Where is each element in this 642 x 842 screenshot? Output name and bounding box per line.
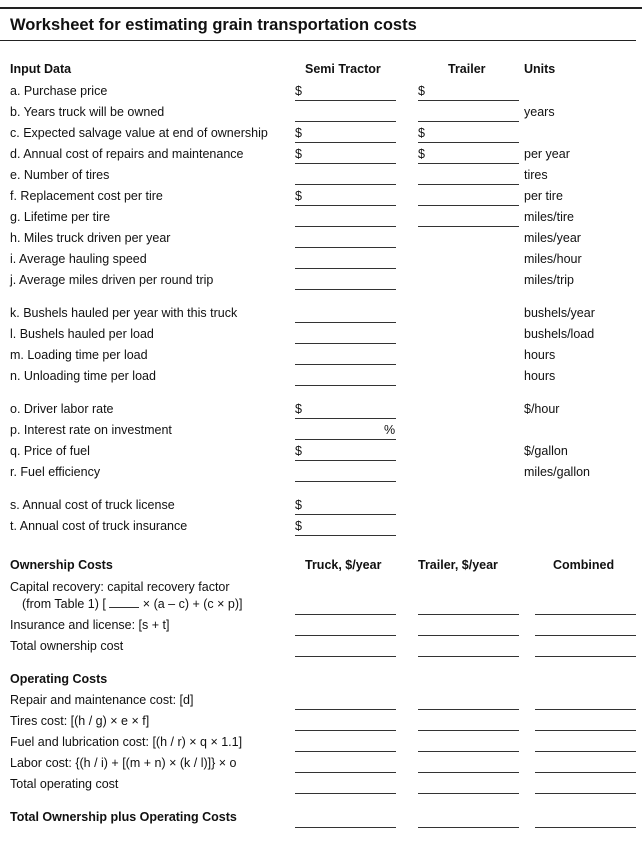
- unit-j: miles/trip: [524, 273, 575, 287]
- input-label-m: m. Loading time per load: [10, 348, 148, 362]
- input-label-a: a. Purchase price: [10, 84, 108, 98]
- unit-n: hours: [524, 369, 556, 383]
- insurance-license-truck-field[interactable]: [295, 635, 396, 636]
- capital-recovery-truck-field[interactable]: [295, 614, 396, 615]
- input-label-r: r. Fuel efficiency: [10, 465, 101, 479]
- labor-cost-truck-field[interactable]: [295, 772, 396, 773]
- total-ownership-label: Total ownership cost: [10, 639, 124, 653]
- dollar-sign: $: [295, 498, 302, 512]
- dollar-sign: $: [418, 126, 425, 140]
- input-label-q: q. Price of fuel: [10, 444, 90, 458]
- input-field-e-truck[interactable]: [295, 184, 396, 185]
- dollar-sign: $: [295, 84, 302, 98]
- tires-cost-label: Tires cost: [(h / g) × e × f]: [10, 714, 150, 728]
- input-field-d-trailer[interactable]: [418, 163, 519, 164]
- input-field-a-truck[interactable]: [295, 100, 396, 101]
- capital-recovery-trailer-field[interactable]: [418, 614, 519, 615]
- input-label-c: c. Expected salvage value at end of ownership: [10, 126, 268, 140]
- labor-cost-trailer-field[interactable]: [418, 772, 519, 773]
- input-field-q-truck[interactable]: [295, 460, 396, 461]
- total-operating-label: Total operating cost: [10, 777, 119, 791]
- total-ownership-trailer-field[interactable]: [418, 656, 519, 657]
- grand-total-truck-field[interactable]: [295, 827, 396, 828]
- total-operating-truck-field[interactable]: [295, 793, 396, 794]
- unit-r: miles/gallon: [524, 465, 591, 479]
- fuel-cost-trailer-field[interactable]: [418, 751, 519, 752]
- capital-recovery-label: Capital recovery: capital recovery factor: [10, 580, 230, 594]
- input-field-a-trailer[interactable]: [418, 100, 519, 101]
- input-field-h-truck[interactable]: [295, 247, 396, 248]
- unit-o: $/hour: [524, 402, 560, 416]
- fuel-cost-truck-field[interactable]: [295, 751, 396, 752]
- input-field-r-truck[interactable]: [295, 481, 396, 482]
- capital-recovery-formula: [22, 597, 243, 611]
- input-label-p: p. Interest rate on investment: [10, 423, 172, 437]
- dollar-sign: $: [418, 84, 425, 98]
- repair-cost-trailer-field[interactable]: [418, 709, 519, 710]
- input-label-h: h. Miles truck driven per year: [10, 231, 171, 245]
- dollar-sign: $: [295, 519, 302, 533]
- input-field-k-truck[interactable]: [295, 322, 396, 323]
- input-label-e: e. Number of tires: [10, 168, 110, 182]
- capital-recovery-factor-blank[interactable]: [109, 597, 139, 608]
- unit-k: bushels/year: [524, 306, 595, 320]
- ownership-costs-heading: Ownership Costs: [10, 558, 113, 572]
- repair-cost-truck-field[interactable]: [295, 709, 396, 710]
- capital-recovery-combined-field[interactable]: [535, 614, 636, 615]
- insurance-license-trailer-field[interactable]: [418, 635, 519, 636]
- input-field-n-truck[interactable]: [295, 385, 396, 386]
- input-label-s: s. Annual cost of truck license: [10, 498, 175, 512]
- input-field-g-trailer[interactable]: [418, 226, 519, 227]
- input-field-j-truck[interactable]: [295, 289, 396, 290]
- input-label-d: d. Annual cost of repairs and maintenance: [10, 147, 244, 161]
- dollar-sign: $: [295, 126, 302, 140]
- input-label-k: k. Bushels hauled per year with this truck: [10, 306, 238, 320]
- total-operating-trailer-field[interactable]: [418, 793, 519, 794]
- unit-i: miles/hour: [524, 252, 582, 266]
- input-label-i: i. Average hauling speed: [10, 252, 147, 266]
- input-field-e-trailer[interactable]: [418, 184, 519, 185]
- col-header-semi-tractor: Semi Tractor: [305, 62, 381, 76]
- unit-h: miles/year: [524, 231, 581, 245]
- total-ownership-truck-field[interactable]: [295, 656, 396, 657]
- col-header-truck-per-year: Truck, $/year: [305, 558, 382, 572]
- input-field-m-truck[interactable]: [295, 364, 396, 365]
- page-title: Worksheet for estimating grain transportation costs: [10, 16, 417, 34]
- fuel-cost-label: Fuel and lubrication cost: [(h / r) × q × 1.1]: [10, 735, 243, 749]
- col-header-units: Units: [524, 62, 556, 76]
- unit-e: tires: [524, 168, 548, 182]
- grand-total-combined-field[interactable]: [535, 827, 636, 828]
- dollar-sign: $: [418, 147, 425, 161]
- input-label-b: b. Years truck will be owned: [10, 105, 165, 119]
- unit-f: per tire: [524, 189, 563, 203]
- unit-d: per year: [524, 147, 570, 161]
- input-data-heading: Input Data: [10, 62, 72, 76]
- input-label-g: g. Lifetime per tire: [10, 210, 111, 224]
- input-label-n: n. Unloading time per load: [10, 369, 156, 383]
- capital-recovery-formula-start: (from Table 1) [: [22, 597, 106, 611]
- col-header-trailer: Trailer: [448, 62, 486, 76]
- input-label-f: f. Replacement cost per tire: [10, 189, 163, 203]
- insurance-license-combined-field[interactable]: [535, 635, 636, 636]
- total-ownership-combined-field[interactable]: [535, 656, 636, 657]
- col-header-combined: Combined: [553, 558, 615, 572]
- tires-cost-truck-field[interactable]: [295, 730, 396, 731]
- input-field-b-trailer[interactable]: [418, 121, 519, 122]
- input-field-g-truck[interactable]: [295, 226, 396, 227]
- input-field-l-truck[interactable]: [295, 343, 396, 344]
- input-field-c-truck[interactable]: [295, 142, 396, 143]
- top-rule: [0, 7, 642, 9]
- fuel-cost-combined-field[interactable]: [535, 751, 636, 752]
- col-header-trailer-per-year: Trailer, $/year: [418, 558, 498, 572]
- input-field-b-truck[interactable]: [295, 121, 396, 122]
- input-label-j: j. Average miles driven per round trip: [10, 273, 214, 287]
- tires-cost-combined-field[interactable]: [535, 730, 636, 731]
- input-field-s-truck[interactable]: [295, 514, 396, 515]
- dollar-sign: $: [295, 147, 302, 161]
- grand-total-trailer-field[interactable]: [418, 827, 519, 828]
- repair-cost-combined-field[interactable]: [535, 709, 636, 710]
- total-operating-combined-field[interactable]: [535, 793, 636, 794]
- unit-q: $/gallon: [524, 444, 568, 458]
- operating-costs-heading: Operating Costs: [10, 672, 108, 686]
- percent-sign: %: [384, 423, 396, 437]
- tires-cost-trailer-field[interactable]: [418, 730, 519, 731]
- input-field-f-truck[interactable]: [295, 205, 396, 206]
- unit-l: bushels/load: [524, 327, 595, 341]
- input-field-i-truck[interactable]: [295, 268, 396, 269]
- input-field-c-trailer[interactable]: [418, 142, 519, 143]
- dollar-sign: $: [295, 402, 302, 416]
- capital-recovery-formula-end: × (a – c) + (c × p)]: [142, 597, 243, 611]
- input-field-t-truck[interactable]: [295, 535, 396, 536]
- labor-cost-combined-field[interactable]: [535, 772, 636, 773]
- grand-total-label: Total Ownership plus Operating Costs: [10, 810, 237, 824]
- input-label-l: l. Bushels hauled per load: [10, 327, 154, 341]
- labor-cost-label: Labor cost: {(h / i) + [(m + n) × (k / l)]} × o: [10, 756, 237, 770]
- input-field-d-truck[interactable]: [295, 163, 396, 164]
- dollar-sign: $: [295, 444, 302, 458]
- input-field-o-truck[interactable]: [295, 418, 396, 419]
- input-field-p-truck[interactable]: [295, 439, 396, 440]
- unit-b: years: [524, 105, 555, 119]
- input-field-f-trailer[interactable]: [418, 205, 519, 206]
- insurance-license-label: Insurance and license: [s + t]: [10, 618, 170, 632]
- unit-m: hours: [524, 348, 556, 362]
- input-label-t: t. Annual cost of truck insurance: [10, 519, 188, 533]
- dollar-sign: $: [295, 189, 302, 203]
- repair-cost-label: Repair and maintenance cost: [d]: [10, 693, 194, 707]
- input-label-o: o. Driver labor rate: [10, 402, 114, 416]
- title-rule: [0, 40, 636, 41]
- unit-g: miles/tire: [524, 210, 575, 224]
